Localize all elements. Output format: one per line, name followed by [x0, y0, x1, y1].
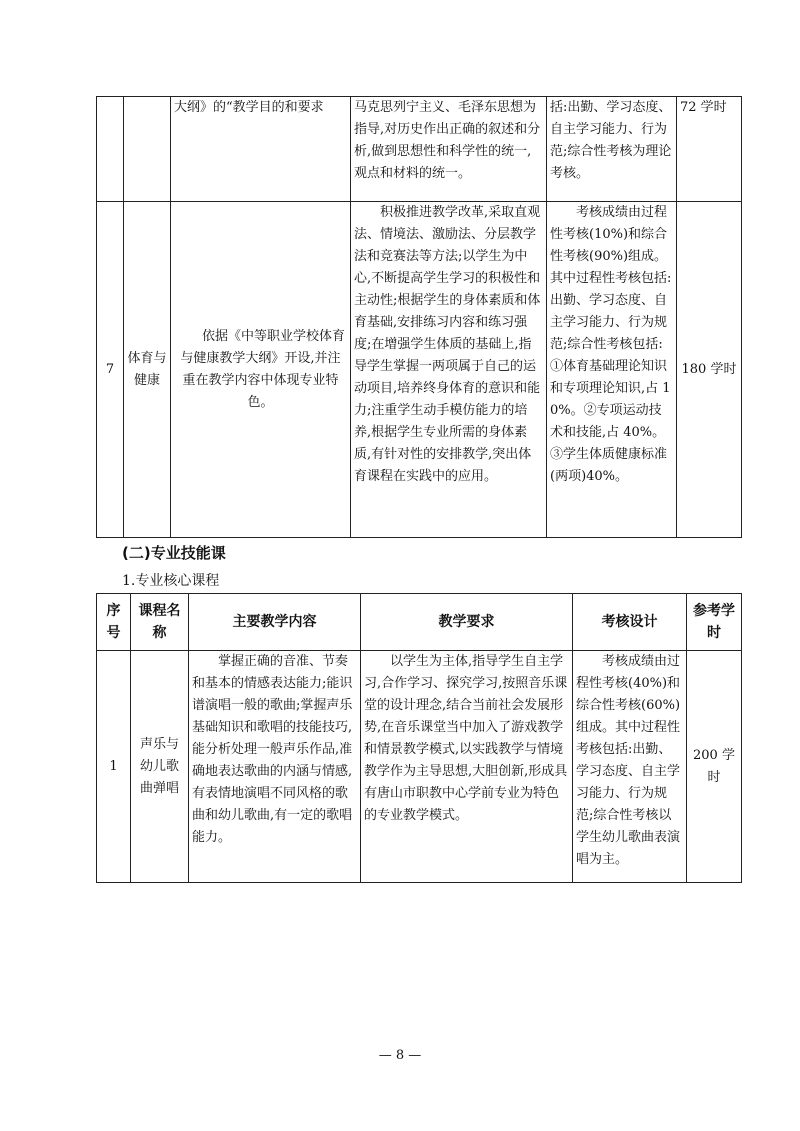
teaching-requirements: 积极推进教学改革,采取直观法、情境法、激励法、分层教学法和竞赛法等方法;以学生为中心,不断提高学生学习的积极性和主动性;根据学生的身体素质和体育基础,安排练习内容和练习强度;在增强学生体质的基础上,指导学生掌握一两项属于自己的运动项目,培养终身体育的意识和能力;注重学生动手模仿能力的培养,根据学生专业所需的身体素质,有针对性的安排教学,突出体育课程在实践中的应用。: [351, 202, 547, 538]
course-table-core: [96, 593, 742, 883]
header-no: 序号: [97, 594, 131, 651]
header-name: 课程名称: [131, 594, 189, 651]
page-number: — 8 —: [378, 1048, 422, 1063]
header-hours: 参考学时: [687, 594, 742, 651]
reference-hours: 180 学时: [677, 202, 742, 538]
table-header-row: [97, 594, 742, 651]
teaching-requirements: 以学生为主体,指导学生自主学习,合作学习、探究学习,按照音乐课堂的设计理念,结合当前社会发展形势,在音乐课堂当中加入了游戏教学和情景教学模式,以实践教学与情境教学作为主导思想,大胆创新,形成具有唐山市职教中心学前专业为特色的专业教学模式。: [361, 651, 573, 883]
header-assessment: 考核设计: [573, 594, 687, 651]
table-row: [97, 651, 742, 883]
main-content: 依据《中等职业学校体育与健康教学大纲》开设,并注重在教学内容中体现专业特色。: [171, 202, 351, 538]
course-name: [124, 97, 171, 202]
row-number: 7: [97, 202, 124, 538]
course-name: 声乐与幼儿歌曲弹唱: [131, 651, 189, 883]
assessment-design: 括:出勤、学习态度、自主学习能力、行为范;综合性考核为理论考核。: [547, 97, 677, 202]
section-heading: (二)专业技能课: [122, 544, 226, 562]
teaching-requirements: 马克思列宁主义、毛泽东思想为指导,对历史作出正确的叙述和分析,做到思想性和科学性的统一,观点和材料的统一。: [351, 97, 547, 202]
main-content: 掌握正确的音准、节奏和基本的情感表达能力;能识谱演唱一般的歌曲;掌握声乐基础知识和歌唱的技能技巧,能分析处理一般声乐作品,准确地表达歌曲的内涵与情感,有表情地演唱不同风格的歌曲和幼儿歌曲,有一定的歌唱能力。: [189, 651, 361, 883]
reference-hours: 72 学时: [677, 97, 742, 202]
table-row: [97, 202, 742, 538]
course-name: 体育与健康: [124, 202, 171, 538]
row-number: 1: [97, 651, 131, 883]
main-content: 大纲》的“教学目的和要求: [171, 97, 351, 202]
row-number: [97, 97, 124, 202]
course-table-public: [96, 96, 742, 538]
assessment-design: 考核成绩由过程性考核(10%)和综合性考核(90%)组成。其中过程性考核包括:出勤、学习态度、自主学习能力、行为规范;综合性考核包括:①体育基础理论知识和专项理论知识,占 10%。②专项运动技术和技能,占 40%。③学生体质健康标准(两项)40%。: [547, 202, 677, 538]
header-content: 主要教学内容: [189, 594, 361, 651]
table-row: [97, 97, 742, 202]
reference-hours: 200 学时: [687, 651, 742, 883]
assessment-design: 考核成绩由过程性考核(40%)和综合性考核(60%)组成。其中过程性考核包括:出勤、学习态度、自主学习能力、行为规范;综合性考核以学生幼儿歌曲表演唱为主。: [573, 651, 687, 883]
sub-heading: 1.专业核心课程: [122, 573, 220, 589]
header-requirements: 教学要求: [361, 594, 573, 651]
